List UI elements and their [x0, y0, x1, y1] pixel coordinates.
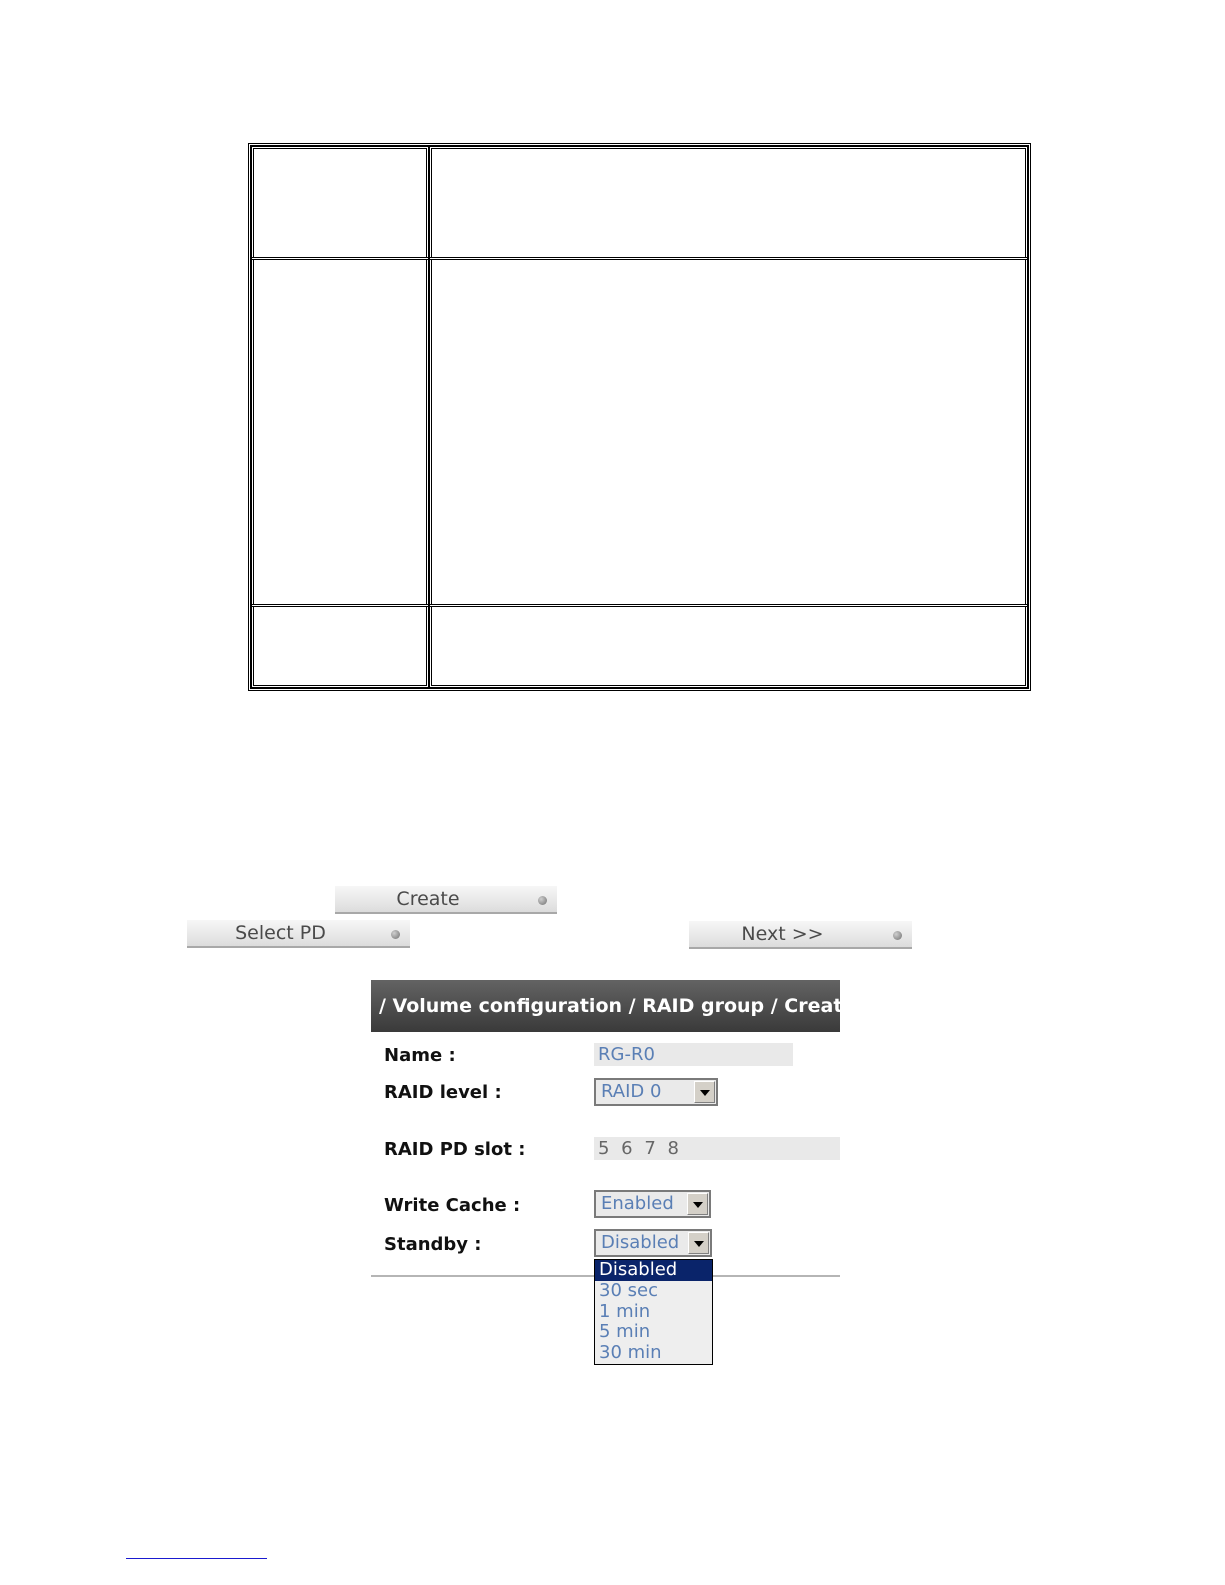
footnote-separator	[126, 1558, 267, 1559]
name-field[interactable]: RG-R0	[594, 1043, 793, 1066]
raid-level-label: RAID level :	[384, 1082, 502, 1103]
document-table	[248, 143, 1031, 691]
write-cache-value: Enabled	[601, 1193, 674, 1214]
dropdown-option[interactable]: 30 sec	[599, 1279, 658, 1301]
raid-pd-slot-field: 5 6 7 8	[594, 1137, 840, 1160]
dropdown-option[interactable]: 30 min	[599, 1342, 662, 1364]
raid-level-select[interactable]	[594, 1078, 718, 1106]
table-cell	[429, 257, 1028, 607]
dot-icon	[893, 931, 902, 940]
table-cell	[251, 146, 429, 260]
dot-icon	[391, 930, 400, 939]
dropdown-option[interactable]: 5 min	[599, 1321, 651, 1343]
write-cache-label: Write Cache :	[384, 1195, 521, 1216]
write-cache-select[interactable]	[594, 1190, 711, 1218]
dropdown-option[interactable]: Disabled	[595, 1260, 712, 1281]
standby-select[interactable]	[594, 1229, 712, 1257]
page-title: / Volume configuration / RAID group / Create	[371, 980, 840, 1032]
table-cell	[429, 604, 1028, 688]
chevron-down-icon[interactable]	[688, 1232, 709, 1254]
select-pd-button-label: Select PD	[235, 922, 326, 944]
standby-dropdown-list[interactable]	[594, 1259, 713, 1365]
name-label: Name :	[384, 1045, 456, 1066]
table-cell	[251, 257, 429, 607]
next-button[interactable]	[689, 921, 912, 949]
create-button-label: Create	[396, 888, 460, 910]
table-row	[251, 257, 1028, 607]
table-row	[251, 604, 1028, 688]
chevron-down-icon[interactable]	[687, 1193, 708, 1215]
dot-icon	[538, 896, 547, 905]
select-pd-button[interactable]	[187, 920, 410, 948]
standby-label: Standby :	[384, 1234, 482, 1255]
table-cell	[251, 604, 429, 688]
chevron-down-icon[interactable]	[694, 1081, 715, 1103]
raid-pd-slot-label: RAID PD slot :	[384, 1139, 526, 1160]
raid-level-value: RAID 0	[601, 1081, 662, 1102]
create-button[interactable]	[335, 886, 557, 914]
table-row	[251, 146, 1028, 260]
dropdown-option[interactable]: 1 min	[599, 1300, 651, 1322]
next-button-label: Next >>	[741, 923, 824, 945]
table-cell	[429, 146, 1028, 260]
standby-value: Disabled	[601, 1232, 680, 1253]
